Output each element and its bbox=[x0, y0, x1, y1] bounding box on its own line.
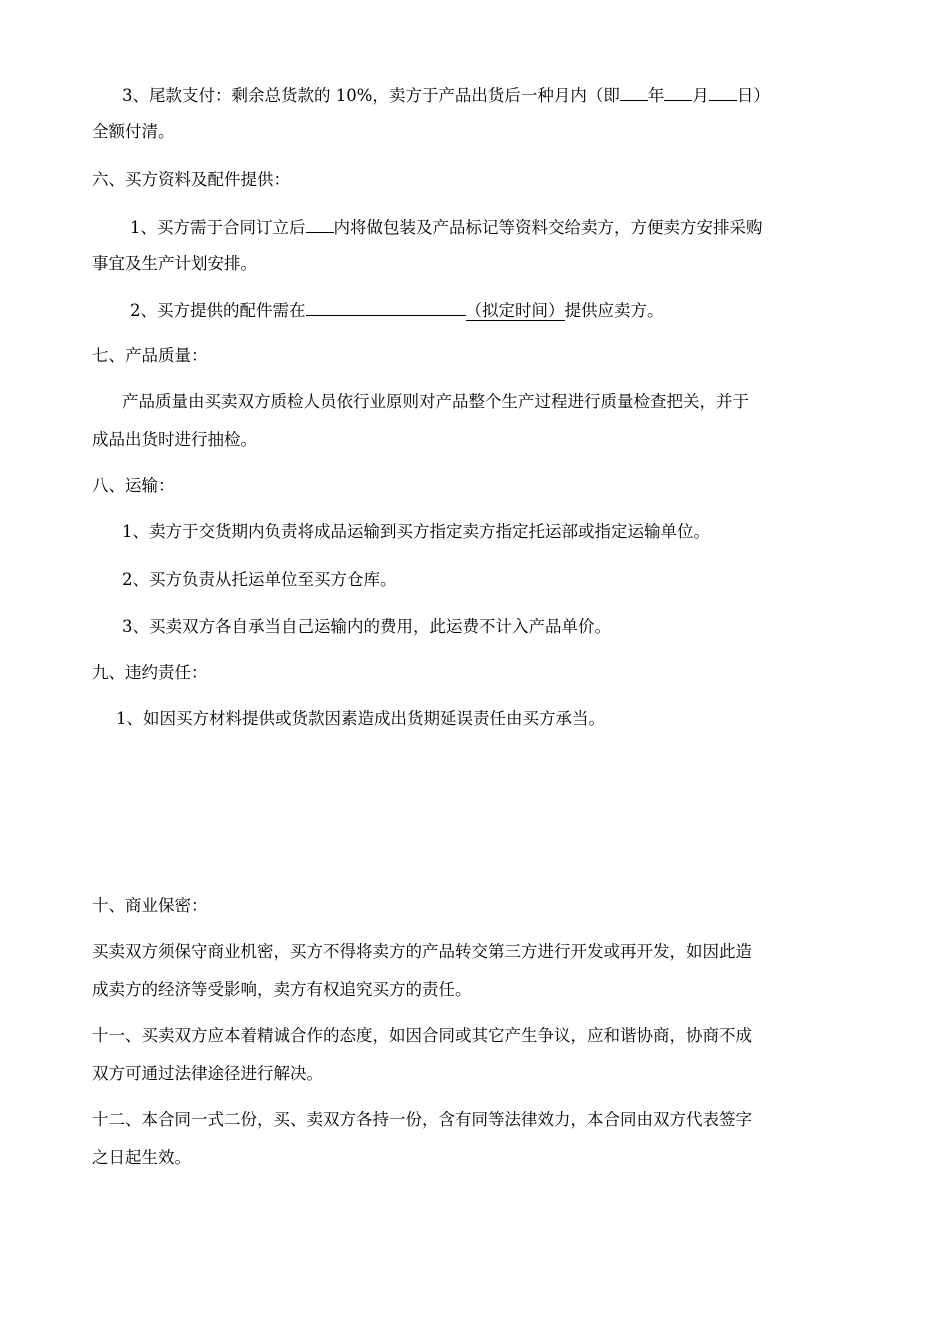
section6-item2-prefix: 2、买方提供的配件需在 bbox=[130, 301, 306, 320]
day-label: 日） bbox=[736, 86, 770, 105]
section12-line2: 之日起生效。 bbox=[92, 1148, 191, 1167]
section11-line1: 十一、买卖双方应本着精诚合作的态度，如因合同或其它产生争议，应和谐协商，协商不成 bbox=[92, 1026, 752, 1045]
month-blank bbox=[664, 84, 692, 101]
section7-body-line1: 产品质量由买卖双方质检人员依行业原则对产品整个生产过程进行质量检查把关，并于 bbox=[122, 392, 749, 411]
payment-balance-line1 bbox=[122, 84, 770, 106]
section9-item1: 1、如因买方材料提供或货款因素造成出货期延误责任由买方承当。 bbox=[116, 709, 605, 728]
section10-heading: 十、商业保密： bbox=[92, 896, 208, 915]
date-blank bbox=[306, 299, 466, 316]
section6-item1-line1 bbox=[130, 216, 763, 238]
year-blank bbox=[620, 84, 648, 101]
day-blank bbox=[709, 84, 737, 101]
proposed-time-note: （拟定时间） bbox=[465, 301, 565, 320]
section9-heading: 九、违约责任： bbox=[92, 663, 208, 682]
section7-heading: 七、产品质量： bbox=[92, 346, 208, 365]
section12-line1: 十二、本合同一式二份，买、卖双方各持一份，含有同等法律效力，本合同由双方代表签字 bbox=[92, 1110, 752, 1129]
year-label: 年 bbox=[647, 86, 665, 105]
section6-item1-line2: 事宜及生产计划安排。 bbox=[92, 254, 257, 273]
section10-body-line1: 买卖双方须保守商业机密，买方不得将卖方的产品转交第三方进行开发或再开发，如因此造 bbox=[92, 942, 752, 961]
section6-item2-suffix: 提供应卖方。 bbox=[564, 301, 664, 320]
section6-item2 bbox=[130, 299, 664, 321]
section7-body-line2: 成品出货时进行抽检。 bbox=[92, 430, 257, 449]
section6-heading: 六、买方资料及配件提供： bbox=[92, 170, 290, 189]
section8-item3: 3、买卖双方各自承当自己运输内的费用，此运费不计入产品单价。 bbox=[122, 617, 611, 636]
period-blank bbox=[306, 216, 334, 233]
payment-balance-line2: 全额付清。 bbox=[92, 122, 175, 141]
section8-item2: 2、买方负责从托运单位至买方仓库。 bbox=[122, 570, 397, 589]
payment-balance-text: 3、尾款支付：剩余总货款的 10%，卖方于产品出货后一种月内（即 bbox=[122, 86, 620, 105]
section8-heading: 八、运输： bbox=[92, 476, 175, 495]
section10-body-line2: 成卖方的经济等受影响，卖方有权追究买方的责任。 bbox=[92, 980, 472, 999]
section11-line2: 双方可通过法律途径进行解决。 bbox=[92, 1064, 323, 1083]
section6-item1-prefix: 1、买方需于合同订立后 bbox=[130, 218, 306, 237]
section6-item1-suffix: 内将做包装及产品标记等资料交给卖方，方便卖方安排采购 bbox=[333, 218, 763, 237]
month-label: 月 bbox=[692, 86, 709, 105]
section8-item1: 1、卖方于交货期内负责将成品运输到买方指定卖方指定托运部或指定运输单位。 bbox=[122, 522, 710, 541]
